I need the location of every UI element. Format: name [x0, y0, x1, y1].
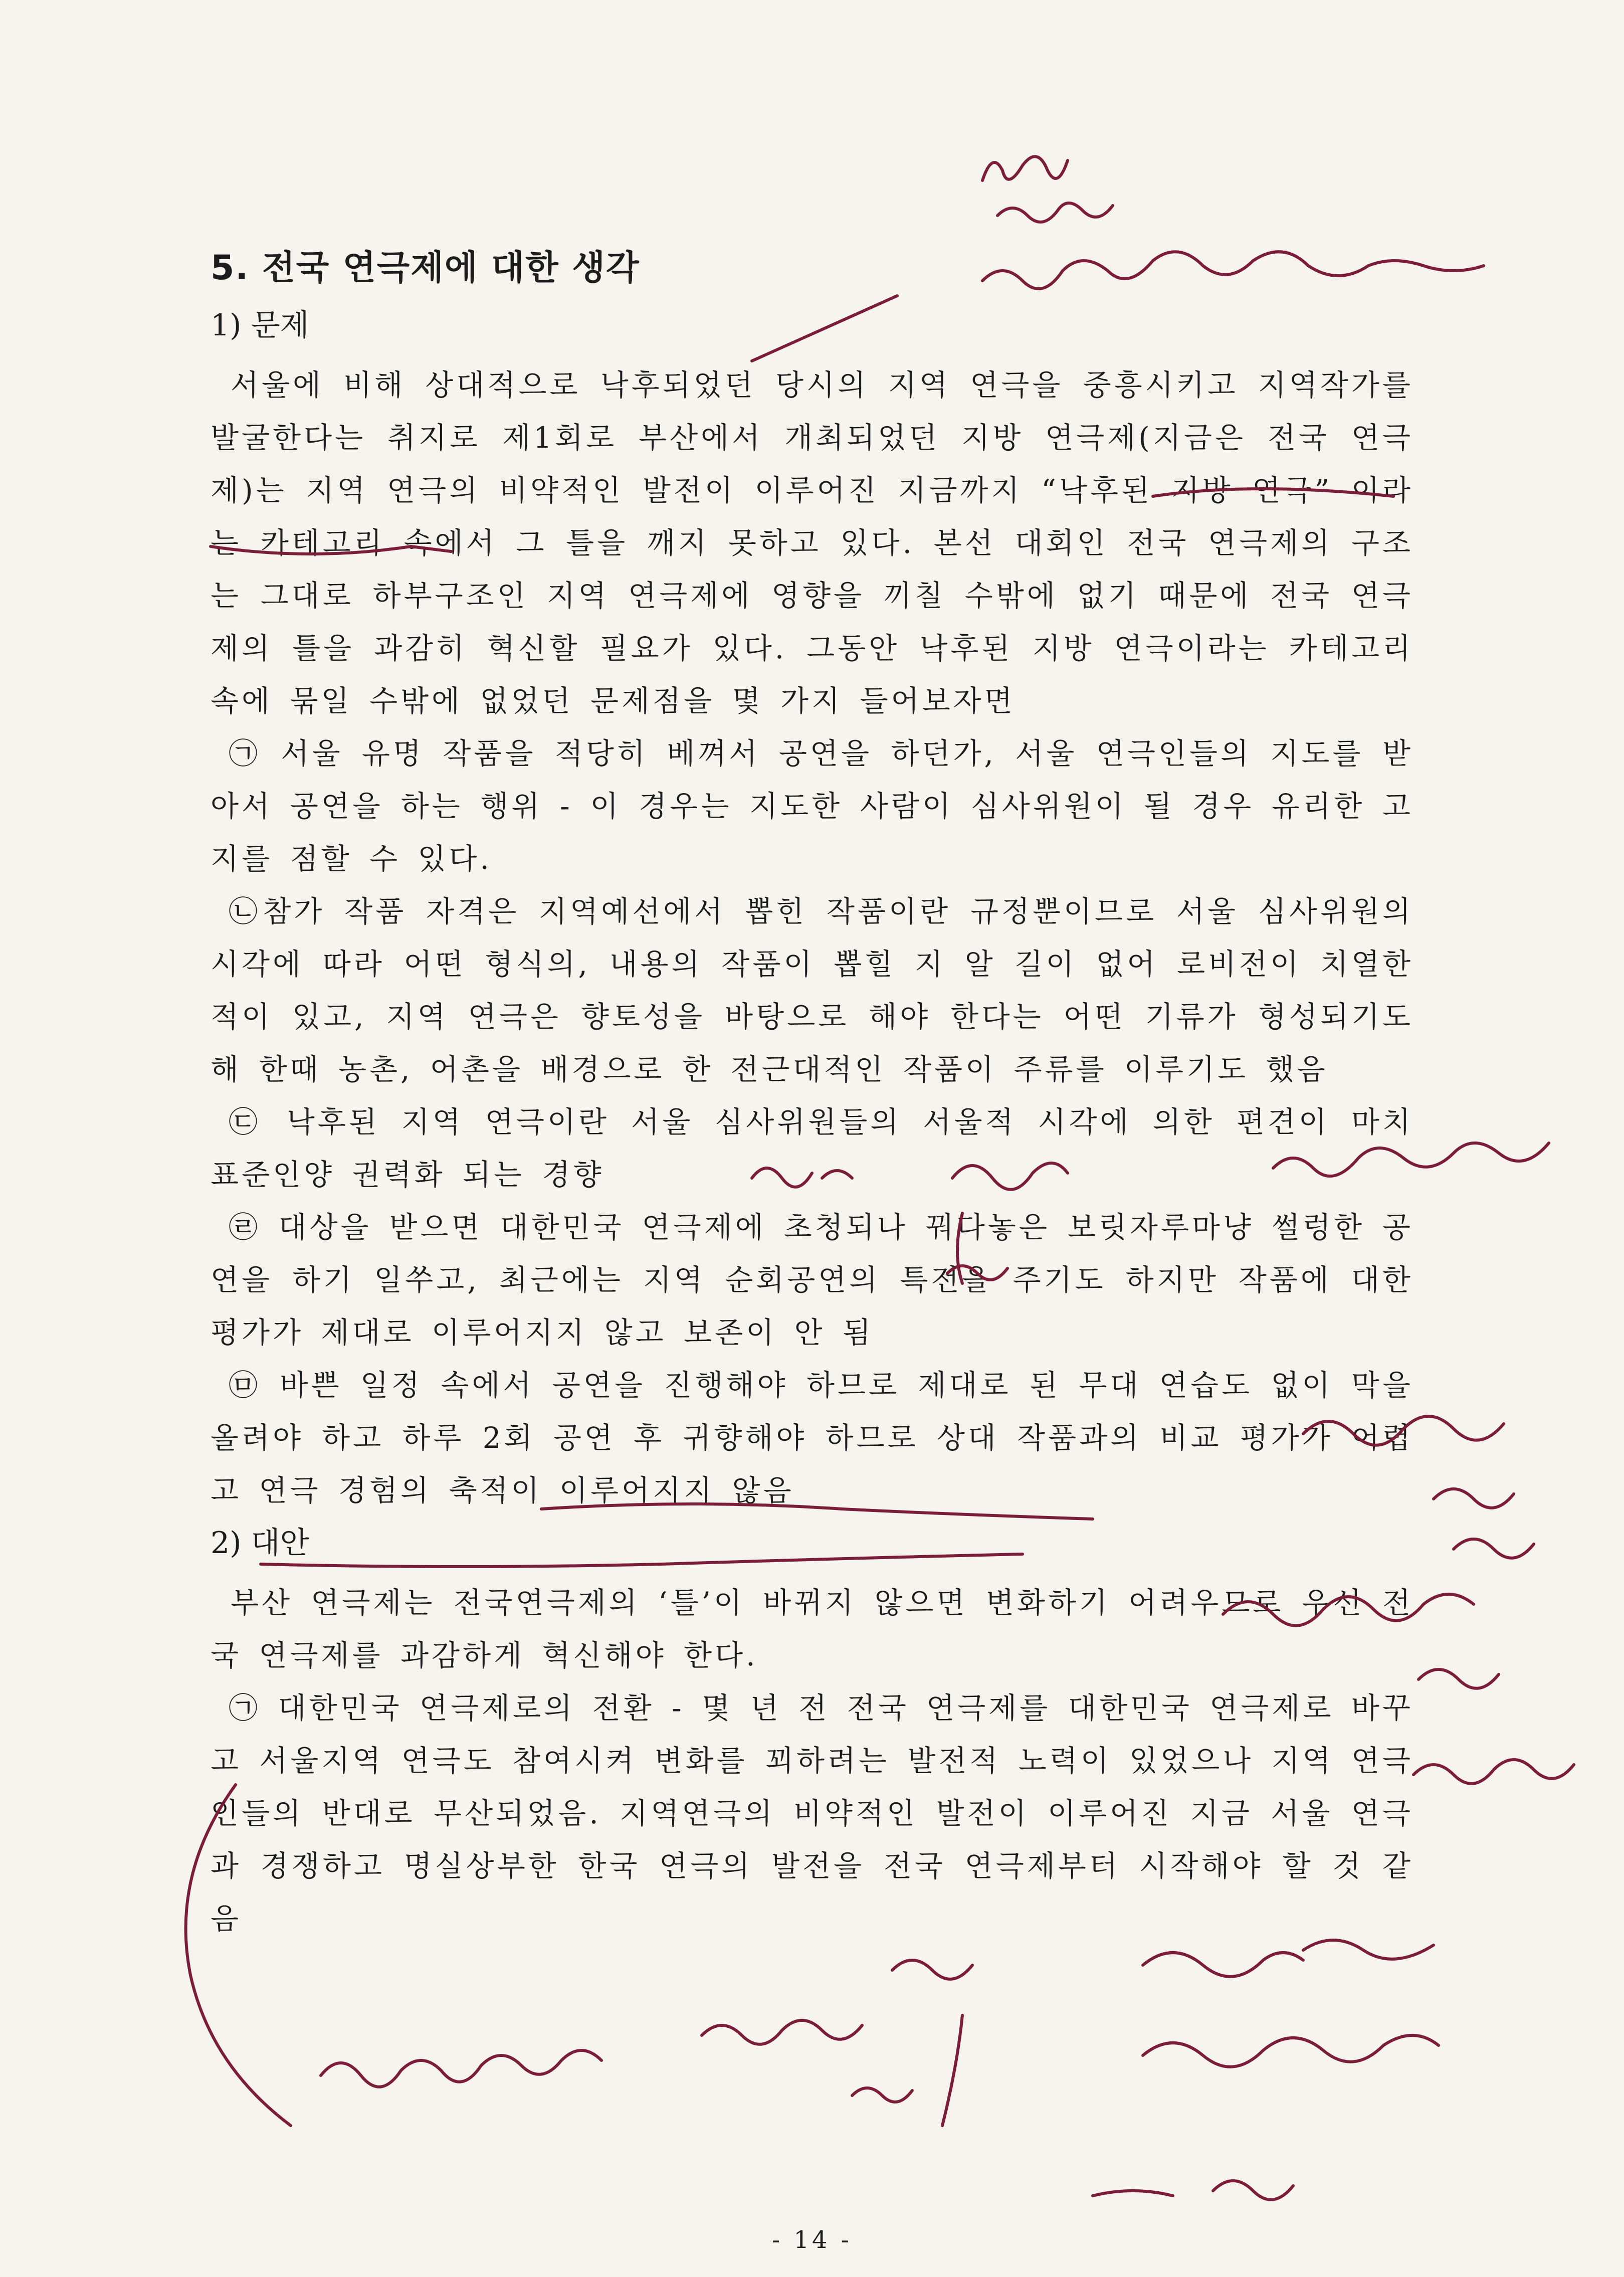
- handwriting-right-margin: [1223, 1416, 1574, 1784]
- problem-item: ㉠ 서울 유명 작품을 적당히 베껴서 공연을 하던가, 서울 연극인들의 지도를 받아서 공연을 하는 행위 - 이 경우는 지도한 사람이 심사위원이 될 경우 유리한 고지를 점할 수 있다.: [211, 736, 1413, 876]
- problem-item: ㉣ 대상을 받으면 대한민국 연극제에 초청되나 꿔다놓은 보릿자루마냥 썰렁한 공연을 하기 일쑤고, 최근에는 지역 순회공연의 특전을 주기도 하지만 작품에 대한 평가가 제대로 이루어지지 않고 보존이 안 됨: [211, 1210, 1413, 1350]
- problem-item: ㉢ 낙후된 지역 연극이란 서울 심사위원들의 서울적 시각에 의한 편견이 마치 표준인양 권력화 되는 경향: [211, 1105, 1413, 1192]
- problem-heading: 1) 문제: [211, 308, 309, 343]
- bracket-stroke: [957, 1213, 962, 1283]
- pen-stroke: [942, 2015, 962, 2126]
- problem-intro: 서울에 비해 상대적으로 낙후되었던 당시의 지역 연극을 중흥시키고 지역작가를 발굴한다는 취지로 제1회로 부산에서 개최되었던 지방 연극제(지금은 전국 연극제)는 지역 연극의 비약적인 발전이 이루어진 지금까지 “낙후된 지방 연극” 이라는 카테고리 속에서 그 틀을 깨지 못하고 있다. 본선 대회인 전국 연극제의 구조는 그대로 하부구조인 지역 연극제에 영향을 끼칠 수밖에 없기 때문에 전국 연극제의 틀을 과감히 혁신할 필요가 있다. 그동안 낙후된 지방 연극이라는 카테고리 속에 묶일 수밖에 없었던 문제점을 몇 가지 들어보자면: [211, 368, 1413, 718]
- alternative-intro: 부산 연극제는 전국연극제의 ‘틀’이 바뀌지 않으면 변화하기 어려우므로 우선 전국 연극제를 과감하게 혁신해야 한다.: [211, 1586, 1413, 1672]
- problem-item: ㉡참가 작품 자격은 지역예선에서 뽑힌 작품이란 규정뿐이므로 서울 심사위원의 시각에 따라 어떤 형식의, 내용의 작품이 뽑힐 지 알 길이 없어 로비전이 치열한 적이 있고, 지역 연극은 향토성을 바탕으로 해야 한다는 어떤 기류가 형성되기도 해 한때 농촌, 어촌을 배경으로 한 전근대적인 작품이 주류를 이루기도 했음: [211, 894, 1413, 1086]
- handwriting-top-right: [982, 156, 1484, 289]
- handwriting-under-line: [947, 1266, 1007, 1280]
- section-title: 5. 전국 연극제에 대한 생각: [211, 248, 640, 288]
- handwriting-margin-mid: [752, 1143, 1549, 1190]
- pen-stroke: [752, 296, 897, 361]
- alternative-item: ㉠ 대한민국 연극제로의 전환 - 몇 년 전 전국 연극제를 대한민국 연극제로 바꾸고 서울지역 연극도 참여시켜 변화를 꾀하려는 발전적 노력이 있었으나 지역 연극인들의 반대로 무산되었음. 지역연극의 비약적인 발전이 이루어진 지금 서울 연극과 경쟁하고 명실상부한 한국 연극의 발전을 전국 연극제부터 시작해야 할 것 같음: [211, 1691, 1413, 1936]
- underline-stroke: [261, 1504, 1093, 1567]
- alternative-heading: 2) 대안: [211, 1526, 309, 1561]
- problem-item: ㉤ 바쁜 일정 속에서 공연을 진행해야 하므로 제대로 된 무대 연습도 없이 막을 올려야 하고 하루 2회 공연 후 귀향해야 하므로 상대 작품과의 비교 평가가 어렵고 연극 경험의 축적이 이루어지지 않음: [211, 1368, 1413, 1507]
- page-number: - 14 -: [771, 2226, 853, 2254]
- underline-stroke: [211, 489, 1393, 554]
- margin-arc: [186, 1785, 291, 2126]
- handwriting-bottom: [321, 1940, 1439, 2200]
